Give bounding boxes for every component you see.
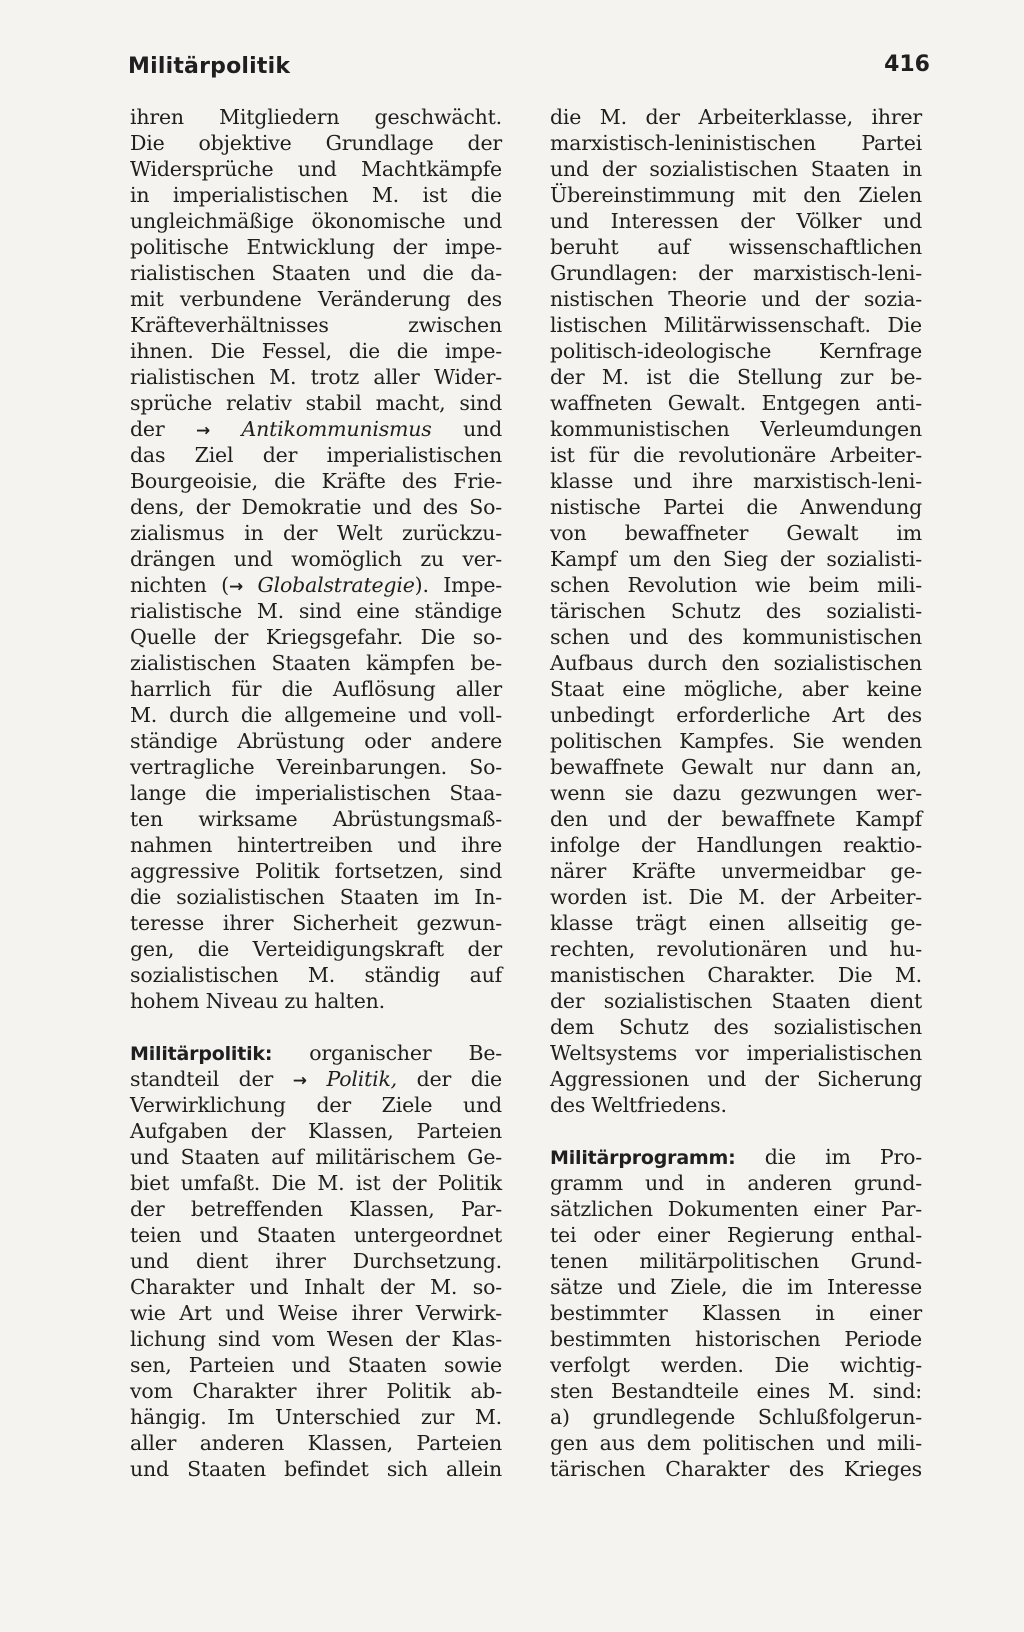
entry-headword: Militärprogramm: xyxy=(550,1147,736,1169)
text-line: kommunistischen Verleumdungen xyxy=(550,417,922,441)
text-line: der sozialistischen Staaten dient xyxy=(550,989,922,1013)
cross-reference-term: Globalstrategie xyxy=(257,573,415,597)
paragraph-continuation xyxy=(550,104,922,1118)
text-line: gramm und in anderen grund- xyxy=(550,1171,922,1195)
text-line: politische Entwicklung der impe- xyxy=(130,235,502,259)
text-line: ihren Mitgliedern geschwächt. xyxy=(130,105,502,129)
running-head: Militärpolitik xyxy=(128,54,291,79)
text-line: sätzlichen Dokumenten einer Par- xyxy=(550,1197,922,1221)
entry-first-line xyxy=(130,1040,502,1066)
text-line: die M. der Arbeiterklasse, ihrer xyxy=(550,105,922,129)
text-line: Widersprüche und Machtkämpfe xyxy=(130,157,502,181)
text-line-with-reference xyxy=(130,416,502,442)
text-line: vom Charakter ihrer Politik ab- xyxy=(130,1379,502,1403)
text-line: Kampf um den Sieg der sozialisti- xyxy=(550,547,922,571)
entry-first-line xyxy=(550,1144,922,1170)
paragraph-gap xyxy=(130,1014,502,1040)
text-line: Kräfteverhältnisses zwischen xyxy=(130,313,502,337)
ref-suffix: ). Impe- xyxy=(414,573,502,597)
text-line: tenen militärpolitischen Grund- xyxy=(550,1249,922,1273)
text-line: harrlich für die Auflösung aller xyxy=(130,677,502,701)
ref-prefix: standteil der xyxy=(130,1067,274,1091)
text-line: aggressive Politik fortsetzen, sind xyxy=(130,859,502,883)
cross-reference-arrow-icon: → xyxy=(195,421,210,441)
ref-suffix: der die xyxy=(416,1067,502,1091)
entry-first-rest: die im Pro- xyxy=(764,1145,922,1169)
text-line: M. durch die allgemeine und voll- xyxy=(130,703,502,727)
text-line: waffneten Gewalt. Entgegen anti- xyxy=(550,391,922,415)
text-line: lichung sind vom Wesen der Klas- xyxy=(130,1327,502,1351)
text-line: hängig. Im Unterschied zur M. xyxy=(130,1405,502,1429)
text-line: und Staaten auf militärischem Ge- xyxy=(130,1145,502,1169)
text-line: bestimmter Klassen in einer xyxy=(550,1301,922,1325)
text-line: Charakter und Inhalt der M. so- xyxy=(130,1275,502,1299)
text-line: nistische Partei die Anwendung xyxy=(550,495,922,519)
text-line: klasse und ihre marxistisch-leni- xyxy=(550,469,922,493)
text-line: ständige Abrüstung oder andere xyxy=(130,729,502,753)
cross-reference-term: Antikommunismus xyxy=(241,417,432,441)
cross-reference-term: Politik, xyxy=(326,1067,398,1091)
page-number: 416 xyxy=(884,52,930,77)
text-line: teien und Staaten untergeordnet xyxy=(130,1223,502,1247)
ref-prefix: der xyxy=(130,417,165,441)
text-line: beruht auf wissenschaftlichen xyxy=(550,235,922,259)
text-line: rechten, revolutionären und hu- xyxy=(550,937,922,961)
text-line: listischen Militärwissenschaft. Die xyxy=(550,313,922,337)
cross-reference-arrow-icon: → xyxy=(228,577,243,597)
text-line: tei oder einer Regierung enthal- xyxy=(550,1223,922,1247)
text-line: schen und des kommunistischen xyxy=(550,625,922,649)
entry-first-rest: organischer Be- xyxy=(309,1041,502,1065)
cross-reference-arrow-icon: → xyxy=(292,1071,307,1091)
text-line: a) grundlegende Schlußfolgerun- xyxy=(550,1405,922,1429)
text-line: Quelle der Kriegsgefahr. Die so- xyxy=(130,625,502,649)
text-line: Aufgaben der Klassen, Parteien xyxy=(130,1119,502,1143)
text-line: bestimmten historischen Periode xyxy=(550,1327,922,1351)
text-line: rialistischen Staaten und die da- xyxy=(130,261,502,285)
text-line: unbedingt erforderliche Art des xyxy=(550,703,922,727)
entry-militaerpolitik xyxy=(130,1040,502,1482)
paragraph-gap xyxy=(550,1118,922,1144)
text-line: der M. ist die Stellung zur be- xyxy=(550,365,922,389)
text-line: klasse trägt einen allseitig ge- xyxy=(550,911,922,935)
left-column xyxy=(130,104,502,1482)
text-line: Übereinstimmung mit den Zielen xyxy=(550,183,922,207)
text-line: gen, die Verteidigungskraft der xyxy=(130,937,502,961)
ref-prefix: nichten ( xyxy=(130,573,229,597)
text-line: und Staaten befindet sich allein xyxy=(130,1457,502,1481)
text-line: wie Art und Weise ihrer Verwirk- xyxy=(130,1301,502,1325)
text-line: politischen Kampfes. Sie wenden xyxy=(550,729,922,753)
text-line-with-reference xyxy=(130,1066,502,1092)
text-line: Staat eine mögliche, aber keine xyxy=(550,677,922,701)
text-line: politisch-ideologische Kernfrage xyxy=(550,339,922,363)
text-line: und der sozialistischen Staaten in xyxy=(550,157,922,181)
text-line: närer Kräfte unvermeidbar ge- xyxy=(550,859,922,883)
text-line: nahmen hintertreiben und ihre xyxy=(130,833,502,857)
text-line: zialismus in der Welt zurückzu- xyxy=(130,521,502,545)
text-line: infolge der Handlungen reaktio- xyxy=(550,833,922,857)
text-line: schen Revolution wie beim mili- xyxy=(550,573,922,597)
text-line: ihnen. Die Fessel, die die impe- xyxy=(130,339,502,363)
text-line: biet umfaßt. Die M. ist der Politik xyxy=(130,1171,502,1195)
ref-suffix: und xyxy=(463,417,502,441)
paragraph-continuation xyxy=(130,104,502,1014)
text-line: worden ist. Die M. der Arbeiter- xyxy=(550,885,922,909)
text-line: in imperialistischen M. ist die xyxy=(130,183,502,207)
text-line: und Interessen der Völker und xyxy=(550,209,922,233)
text-line: Bourgeoisie, die Kräfte des Frie- xyxy=(130,469,502,493)
text-line: dens, der Demokratie und des So- xyxy=(130,495,502,519)
text-line: ten wirksame Abrüstungsmaß- xyxy=(130,807,502,831)
text-line: gen aus dem politischen und mili- xyxy=(550,1431,922,1455)
text-line: die sozialistischen Staaten im In- xyxy=(130,885,502,909)
text-line: bewaffnete Gewalt nur dann an, xyxy=(550,755,922,779)
text-line: des Weltfriedens. xyxy=(550,1093,727,1117)
text-line-with-reference xyxy=(130,572,502,598)
text-line: hohem Niveau zu halten. xyxy=(130,989,385,1013)
text-line: manistischen Charakter. Die M. xyxy=(550,963,922,987)
text-line: Aufbaus durch den sozialistischen xyxy=(550,651,922,675)
entry-headword: Militärpolitik: xyxy=(130,1043,273,1065)
text-line: ungleichmäßige ökonomische und xyxy=(130,209,502,233)
text-line: zialistischen Staaten kämpfen be- xyxy=(130,651,502,675)
text-line: teresse ihrer Sicherheit gezwun- xyxy=(130,911,502,935)
text-line: den und der bewaffnete Kampf xyxy=(550,807,922,831)
text-line: sten Bestandteile eines M. sind: xyxy=(550,1379,922,1403)
text-line: das Ziel der imperialistischen xyxy=(130,443,502,467)
text-line: aller anderen Klassen, Parteien xyxy=(130,1431,502,1455)
text-line: Grundlagen: der marxistisch-leni- xyxy=(550,261,922,285)
text-line: Weltsystems vor imperialistischen xyxy=(550,1041,922,1065)
text-line: mit verbundene Veränderung des xyxy=(130,287,502,311)
text-line: lange die imperialistischen Staa- xyxy=(130,781,502,805)
text-line: rialistischen M. trotz aller Wider- xyxy=(130,365,502,389)
text-line: tärischen Schutz des sozialisti- xyxy=(550,599,922,623)
text-line: von bewaffneter Gewalt im xyxy=(550,521,922,545)
text-line: sprüche relativ stabil macht, sind xyxy=(130,391,502,415)
text-line: sätze und Ziele, die im Interesse xyxy=(550,1275,922,1299)
entry-militaerprogramm xyxy=(550,1144,922,1482)
text-line: sozialistischen M. ständig auf xyxy=(130,963,502,987)
text-line: und dient ihrer Durchsetzung. xyxy=(130,1249,502,1273)
text-line: rialistische M. sind eine ständige xyxy=(130,599,502,623)
right-column xyxy=(550,104,922,1482)
text-line: der betreffenden Klassen, Par- xyxy=(130,1197,502,1221)
text-line: ist für die revolutionäre Arbeiter- xyxy=(550,443,922,467)
text-line: wenn sie dazu gezwungen wer- xyxy=(550,781,922,805)
text-line: sen, Parteien und Staaten sowie xyxy=(130,1353,502,1377)
text-line: Verwirklichung der Ziele und xyxy=(130,1093,502,1117)
text-line: marxistisch-leninistischen Partei xyxy=(550,131,922,155)
text-line: dem Schutz des sozialistischen xyxy=(550,1015,922,1039)
text-line: drängen und womöglich zu ver- xyxy=(130,547,502,571)
text-line: verfolgt werden. Die wichtig- xyxy=(550,1353,922,1377)
text-line: tärischen Charakter des Krieges xyxy=(550,1457,922,1481)
text-line: Die objektive Grundlage der xyxy=(130,131,502,155)
text-line: nistischen Theorie und der sozia- xyxy=(550,287,922,311)
text-line: vertragliche Vereinbarungen. So- xyxy=(130,755,502,779)
text-line: Aggressionen und der Sicherung xyxy=(550,1067,922,1091)
